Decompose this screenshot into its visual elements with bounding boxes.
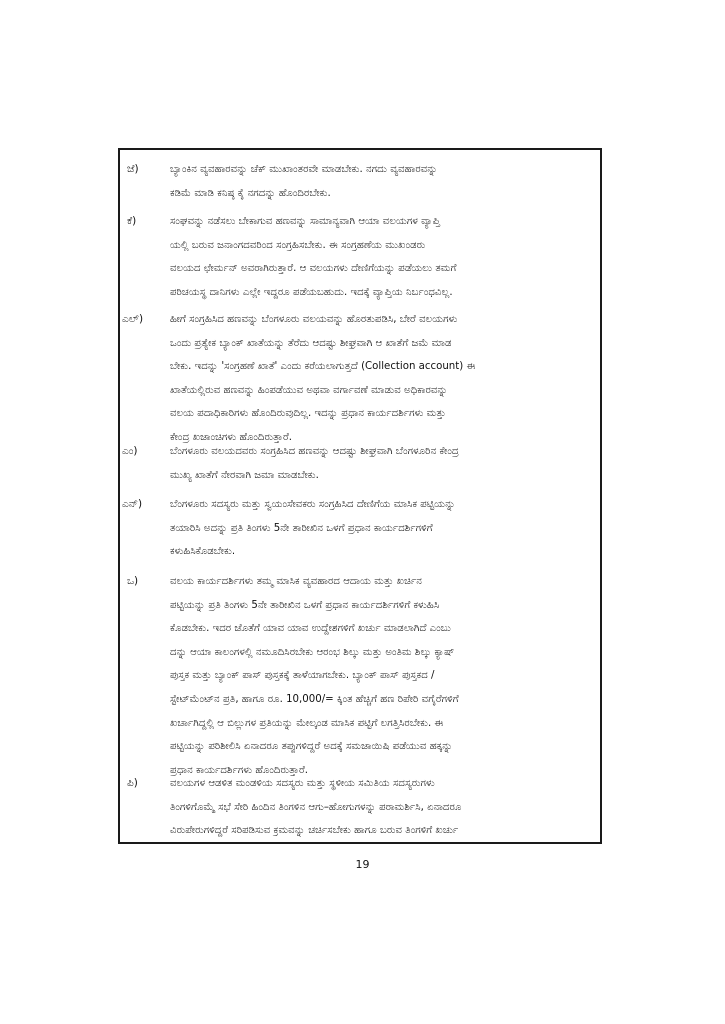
text-line: ಸ್ಟೇಟ್‌ಮೆಂಟ್‌ನ ಪ್ರತಿ, ಹಾಗೂ ರೂ. 10,000/= ಕ್ಕಿಂತ ಹೆಚ್ಚಿಗೆ ಹಣ ರಿಪೇರಿ ವಗೈರೆಗಳಿಗೆ <box>170 694 459 705</box>
item-marker: ಎಂ) <box>122 445 138 457</box>
text-line: ಸಂಘವನ್ನು ನಡೆಸಲು ಬೇಕಾಗುವ ಹಣವನ್ನು ಸಾಮಾನ್ಯವಾಗಿ ಆಯಾ ವಲಯಗಳ ವ್ಯಾಪ್ತಿ <box>170 216 441 227</box>
text-line: ಪಟ್ಟಿಯನ್ನು ಪರಿಶೀಲಿಸಿ ಏನಾದರೂ ತಪ್ಪುಗಳಿದ್ದರೆ ಅದಕ್ಕೆ ಸಮಜಾಯಿಷಿ ಪಡೆಯುವ ಹಕ್ಕನ್ನು <box>170 741 453 753</box>
text-line: ಬ್ಯಾಂಕಿನ ವ್ಯವಹಾರವನ್ನು ಚೆಕ್ ಮುಖಾಂತರವೇ ಮಾಡಬೇಕು. ನಗದು ವ್ಯವಹಾರವನ್ನು <box>170 164 438 175</box>
item-marker: ಎಲ್) <box>122 313 144 325</box>
text-line: ವಿರುಪೇರುಗಳಿದ್ದರೆ ಸರಿಪಡಿಸುವ ಕ್ರಮವನ್ನು ಚರ್ಚಿಸಬೇಕು ಹಾಗೂ ಬರುವ ತಿಂಗಳಿಗೆ ಖರ್ಚು <box>170 825 459 837</box>
text-line: ಹೀಗೆ ಸಂಗ್ರಹಿಸಿದ ಹಣವನ್ನು ಬೆಂಗಳೂರು ವಲಯವನ್ನು ಹೊರತುಪಡಿಸಿ, ಬೇರೆ ವಲಯಗಳು <box>170 314 458 325</box>
text-line: ಬೆಂಗಳೂರು ಸದಸ್ಯರು ಮತ್ತು ಸ್ವಯಂಸೇವಕರು ಸಂಗ್ರಹಿಸಿದ ದೇಣಿಗೆಯ ಮಾಸಿಕ ಪಟ್ಟಿಯನ್ನು <box>170 499 456 510</box>
text-line: ಪಟ್ಟಿಯನ್ನು ಪ್ರತಿ ತಿಂಗಳು 5ನೇ ತಾರೀಖಿನ ಒಳಗೆ ಪ್ರಧಾನ ಕಾರ್ಯದರ್ಶಿಗಳಿಗೆ ಕಳುಹಿಸಿ <box>170 599 440 611</box>
text-line: ಕಳುಹಿಸಿಕೊಡಬೇಕು. <box>170 546 236 558</box>
item-marker: ಜೆ) <box>127 163 139 175</box>
text-line: ತಯಾರಿಸಿ ಅದನ್ನು ಪ್ರತಿ ತಿಂಗಳು 5ನೇ ತಾರೀಖಿನ ಒಳಗೆ ಪ್ರಧಾನ ಕಾರ್ಯದರ್ಶಿಗಳಿಗೆ <box>170 522 433 534</box>
text-line: ಒಂದು ಪ್ರತ್ಯೇಕ ಬ್ಯಾಂಕ್ ಖಾತೆಯನ್ನು ತೆರೆದು ಆದಷ್ಟು ಶೀಘ್ರವಾಗಿ ಆ ಖಾತೆಗೆ ಜಮೆ ಮಾಡ <box>170 337 452 349</box>
text-line: ಯಲ್ಲಿ ಬರುವ ಜನಾಂಗದವರಿಂದ ಸಂಗ್ರಹಿಸಬೇಕು. ಈ ಸಂಗ್ರಹಣೆಯ ಮುಖಂಡರು <box>170 239 426 251</box>
text-line: ಬೆಂಗಳೂರು ವಲಯದವರು ಸಂಗ್ರಹಿಸಿದ ಹಣವನ್ನು ಆದಷ್ಟು ಶೀಘ್ರವಾಗಿ ಬೆಂಗಳೂರಿನ ಕೇಂದ್ರ <box>170 446 459 457</box>
text-line: ಖರ್ಚಾಗಿದ್ದಲ್ಲಿ ಆ ಬಿಲ್ಲುಗಳ ಪ್ರತಿಯನ್ನು ಮೇಲ್ಕಂಡ ಮಾಸಿಕ ಪಟ್ಟಿಗೆ ಲಗತ್ತಿಸಿರಬೇಕು. ಈ <box>170 717 444 729</box>
item-marker: ಒ) <box>127 575 139 587</box>
text-line: ವಲಯದ ಛೇರ್ಮನ್ ಅವರಾಗಿರುತ್ತಾರೆ. ಆ ವಲಯಗಳು ದೇಣಿಗೆಯನ್ನು ಪಡೆಯಲು ತಮಗೆ <box>170 263 457 275</box>
text-line: ಪುಸ್ತಕ ಮತ್ತು ಬ್ಯಾಂಕ್ ಪಾಸ್ ಪುಸ್ತಕಕ್ಕೆ ತಾಳೆಯಾಗಬೇಕು. ಬ್ಯಾಂಕ್ ಪಾಸ್ ಪುಸ್ತಕದ / <box>170 670 435 682</box>
content-frame <box>118 148 602 844</box>
text-line: ತಿಂಗಳಿಗೊಮ್ಮೆ ಸಭೆ ಸೇರಿ ಹಿಂದಿನ ತಿಂಗಳಿನ ಆಗು–ಹೋಗುಗಳನ್ನು ಪರಾಮರ್ಶಿಸಿ, ಏನಾದರೂ <box>170 801 462 813</box>
item-marker: ಎನ್) <box>122 498 143 510</box>
text-line: ಪ್ರಧಾನ ಕಾರ್ಯದರ್ಶಿಗಳು ಹೊಂದಿರುತ್ತಾರೆ. <box>170 764 308 776</box>
text-line: ಪರಿಚಯಸ್ಥ ದಾನಿಗಳು ಎಲ್ಲೇ ಇದ್ದರೂ ಪಡೆಯಬಹುದು. ಇದಕ್ಕೆ ವ್ಯಾಪ್ತಿಯ ನಿರ್ಬಂಧವಿಲ್ಲ. <box>170 286 453 298</box>
text-line: ವಲಯ ಪದಾಧಿಕಾರಿಗಳು ಹೊಂದಿರುವುದಿಲ್ಲ. ಇದನ್ನು ಪ್ರಧಾನ ಕಾರ್ಯದರ್ಶಿಗಳು ಮತ್ತು <box>170 408 446 420</box>
text-line: ಬೇಕು. ಇದನ್ನು 'ಸಂಗ್ರಹಣೆ ಖಾತೆ' ಎಂದು ಕರೆಯಲಾಗುತ್ತದೆ (Collection account) ಈ <box>170 361 476 373</box>
text-line: ಕೊಡಬೇಕು. ಇದರ ಜೊತೆಗೆ ಯಾವ ಯಾವ ಉದ್ದೇಶಗಳಿಗೆ ಖರ್ಚು ಮಾಡಲಾಗಿದೆ ಎಂಬು <box>170 623 451 635</box>
item-marker: ಕೆ) <box>127 215 137 227</box>
text-line: ಕಡಿಮೆ ಮಾಡಿ ಕನಿಷ್ಠ ಕೈ ನಗದನ್ನು ಹೊಂದಿರಬೇಕು. <box>170 187 331 199</box>
text-line: ಖಾತೆಯಲ್ಲಿರುವ ಹಣವನ್ನು ಹಿಂಪಡೆಯುವ ಅಥವಾ ವರ್ಗಾವಣೆ ಮಾಡುವ ಅಧಿಕಾರವನ್ನು <box>170 384 448 396</box>
text-line: ಮುಖ್ಯ ಖಾತೆಗೆ ನೇರವಾಗಿ ಜಮಾ ಮಾಡಬೇಕು. <box>170 469 319 481</box>
text-line: ಕೇಂದ್ರ ಖಜಾಂಚಿಗಳು ಹೊಂದಿರುತ್ತಾರೆ. <box>170 432 293 443</box>
item-marker: ಪಿ) <box>127 777 138 789</box>
page-number: 19 <box>355 858 370 871</box>
text-line: ವಲಯಗಳ ಆಡಳಿತ ಮಂಡಳಿಯ ಸದಸ್ಯರು ಮತ್ತು ಸ್ಥಳೀಯ ಸಮಿತಿಯ ಸದಸ್ಯರುಗಳು <box>170 778 435 789</box>
text-line: ವಲಯ ಕಾರ್ಯದರ್ಶಿಗಳು ತಮ್ಮ ಮಾಸಿಕ ವ್ಯವಹಾರದ ಆದಾಯ ಮತ್ತು ಖರ್ಚಿನ <box>170 576 422 587</box>
text-line: ದನ್ನು ಆಯಾ ಕಾಲಂಗಳಲ್ಲಿ ನಮೂದಿಸಿರಬೇಕು ಆರಂಭ ಶಿಲ್ಕು ಮತ್ತು ಅಂತಿಮ ಶಿಲ್ಕು ಕ್ಯಾಷ್ <box>170 646 455 658</box>
